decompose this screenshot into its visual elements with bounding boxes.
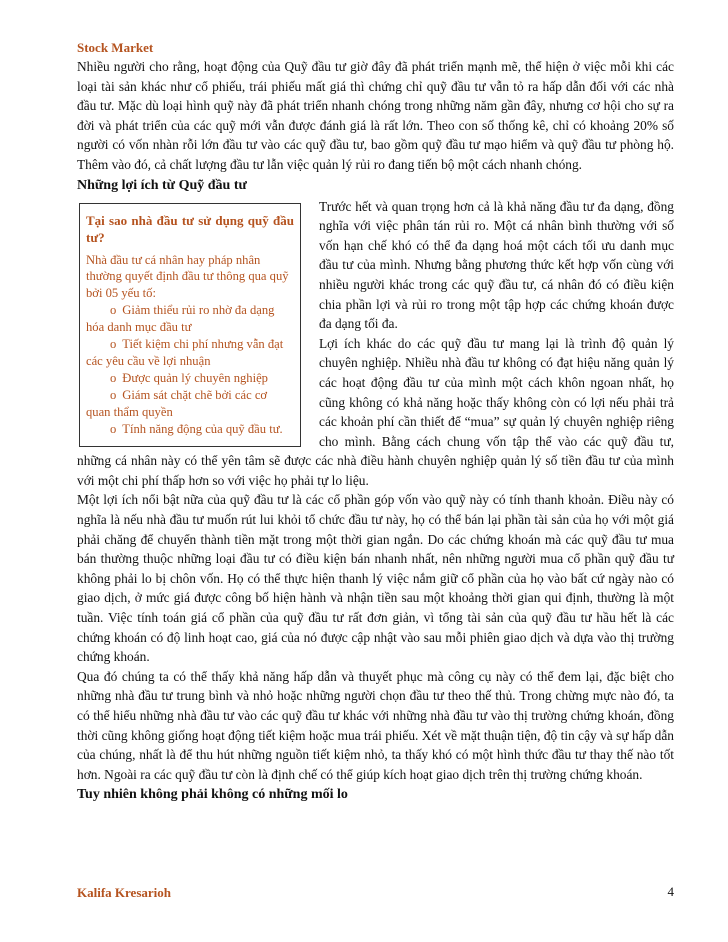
sidebar-list-item: o Giảm thiểu rủi ro nhờ đa dạng hóa danh mục đầu tư: [86, 303, 275, 335]
sidebar-list-item: o Giám sát chặt chẽ bởi các cơ quan thẩm quyền: [86, 387, 268, 419]
conclusion-paragraph: Qua đó chúng ta có thể thấy khả năng hấp dẫn và thuyết phục mà công cụ này có thể đem lại, đặc biệt cho những nhà đầu tư trung bình và nhỏ hoặc những người chọn đầu tư theo thế thủ. Trong chừng mực nào đó, ta có thể hiểu những nhà đầu tư vào các quỹ đầu tư khác với những nhà đầu tư vào thị trường chứng khoán, đồng thời cũng không giống hoạt động tiết kiệm hoặc mua trái phiếu. Xét về mặt thuận tiện, độ tin cậy và sự hấp dẫn của chúng, nhất là để thu hút những nguồn tiết kiệm nhỏ, ta thấy khó có một hình thức đầu tư thay thế nào tốt hơn. Ngoài ra các quỹ đầu tư còn là định chế có thể giúp kích hoạt giao dịch trên thị trường chứng khoán.: [77, 668, 674, 782]
sidebar-list: [86, 302, 294, 437]
sidebar-list-item: o Tiết kiệm chi phí nhưng vẫn đạt các yêu cầu về lợi nhuận: [86, 337, 284, 368]
bullet-o: o: [110, 337, 117, 352]
page-number: 4: [667, 884, 674, 899]
bullet-o: o: [110, 303, 117, 318]
sidebar-list-item: o Được quản lý chuyên nghiệp: [110, 370, 268, 385]
bullet-o: o: [110, 387, 117, 402]
page-footer: [77, 884, 674, 902]
header-title: Stock Market: [77, 40, 154, 55]
benefits-section: [77, 197, 674, 491]
intro-paragraph: Nhiều người cho rằng, hoạt động của Quỹ đầu tư giờ đây đã phát triển mạnh mẽ, thể hiện ở việc mỗi khi các loại tài sản khác như cổ phiếu, trái phiếu mất giá thì chứng chỉ quỹ đầu tư vẫn tỏ ra hấp dẫn đối với các nhà đầu tư. Mặc dù loại hình quỹ này đã phát triển nhanh chóng trong những năm gần đây, nhưng cơ hội cho sự ra đời và phát triển của các quỹ mới vẫn được đánh giá là rất lớn. Theo con số thống kê, chỉ có khoảng 20% số người có vốn nhàn rỗi lớn đầu tư vào các quỹ đầu tư, bao gồm quỹ đầu tư mạo hiểm và quỹ đầu tư phòng hộ. Thêm vào đó, cả chất lượng đầu tư lẫn việc quản lý rủi ro đang tiến bộ một cách nhanh chóng.: [77, 59, 674, 172]
bullet-o: o: [110, 370, 117, 385]
benefits-paragraph-diversification: Trước hết và quan trọng hơn cả là khả năng đầu tư đa dạng, đồng nghĩa với việc phân tán rủi ro. Một cá nhân bình thường với số vốn hạn chế khó có thể đa dạng hoá một cách tối ưu danh mục đầu tư của mình. Nhưng bằng phương thức kết hợp vốn cùng với nhiều người khác trong các quỹ đầu tư, cá nhân đó có điều kiện chia phần lợi và rủi ro trong một tập hợp các chứng khoán được đa dạng tối đa.: [319, 198, 674, 332]
sidebar-title: Tại sao nhà đầu tư sử dụng quỹ đầu tư?: [86, 212, 294, 245]
liquidity-paragraph: Một lợi ích nổi bật nữa của quỹ đầu tư là các cổ phần góp vốn vào quỹ này có tính thanh khoản. Điều này có nghĩa là nếu nhà đầu tư muốn rút lui khỏi tổ chức đầu tư này, họ có thể bán lại phần tài sản của họ với một giá phải chăng để chuyển thành tiền mặt trong một thời gian ngắn. Do các chứng khoán mà các quỹ đầu tư mua bán thường thuộc những loại đầu tư có điều kiện bán nhanh nhất, nên những người mua cổ phần quỹ đầu tư không phải lo bị chôn vốn. Họ có thể thực hiện thanh lý việc nắm giữ cổ phần của họ vào bất cứ ngày nào có giao dịch, ở mức giá được công bố hiện hành và nhận tiền sau một khoảng thời gian qui định, thường là một tuần. Việc tính toán giá cổ phần của quỹ đầu tư rất đơn giản, vì tổng tài sản của quỹ đầu tư hầu hết là các chứng khoán có độ linh hoạt cao, giá của nó được cập nhật vào sau mỗi phiên giao dịch và dựa vào thị trường chứng khoán.: [77, 492, 674, 665]
bullet-o: o: [110, 421, 117, 436]
sidebar-box: [79, 203, 301, 447]
footer-author: Kalifa Kresarioh: [77, 885, 172, 900]
section-heading-concerns: Tuy nhiên không phải không có những mối lo: [77, 787, 348, 803]
sidebar-intro: Nhà đầu tư cá nhân hay pháp nhân thường quyết định đầu tư thông qua quỹ bởi 05 yếu tố:: [86, 252, 289, 301]
document-page: [77, 40, 674, 806]
sidebar-list-item: o Tính năng động của quỹ đầu tư.: [110, 421, 283, 436]
section-heading-benefits: Những lợi ích từ Quỹ đầu tư: [77, 177, 247, 193]
benefits-paragraph-management: Lợi ích khác do các quỹ đầu tư mang lại là trình độ quản lý chuyên nghiệp. Nhiều nhà đầu tư không có đạt hiệu năng quản lý các hoạt động đầu tư của mình một cách khôn ngoan nhất, họ cũng không có khả năng hoặc thấy không còn có lợi nếu phải trả các khoản phí cần thiết để “mua” sự quản lý chuyên nghiệp riêng cho mình. Bằng cách chung vốn tập thể vào các quỹ đầu tư, những cá nhân này có thể yên tâm sẽ được các nhà điều hành chuyên nghiệp quản lý số tiền đầu tư của mình với một chi phí thấp hơn so với việc họ phải tự lo liệu.: [77, 335, 674, 488]
